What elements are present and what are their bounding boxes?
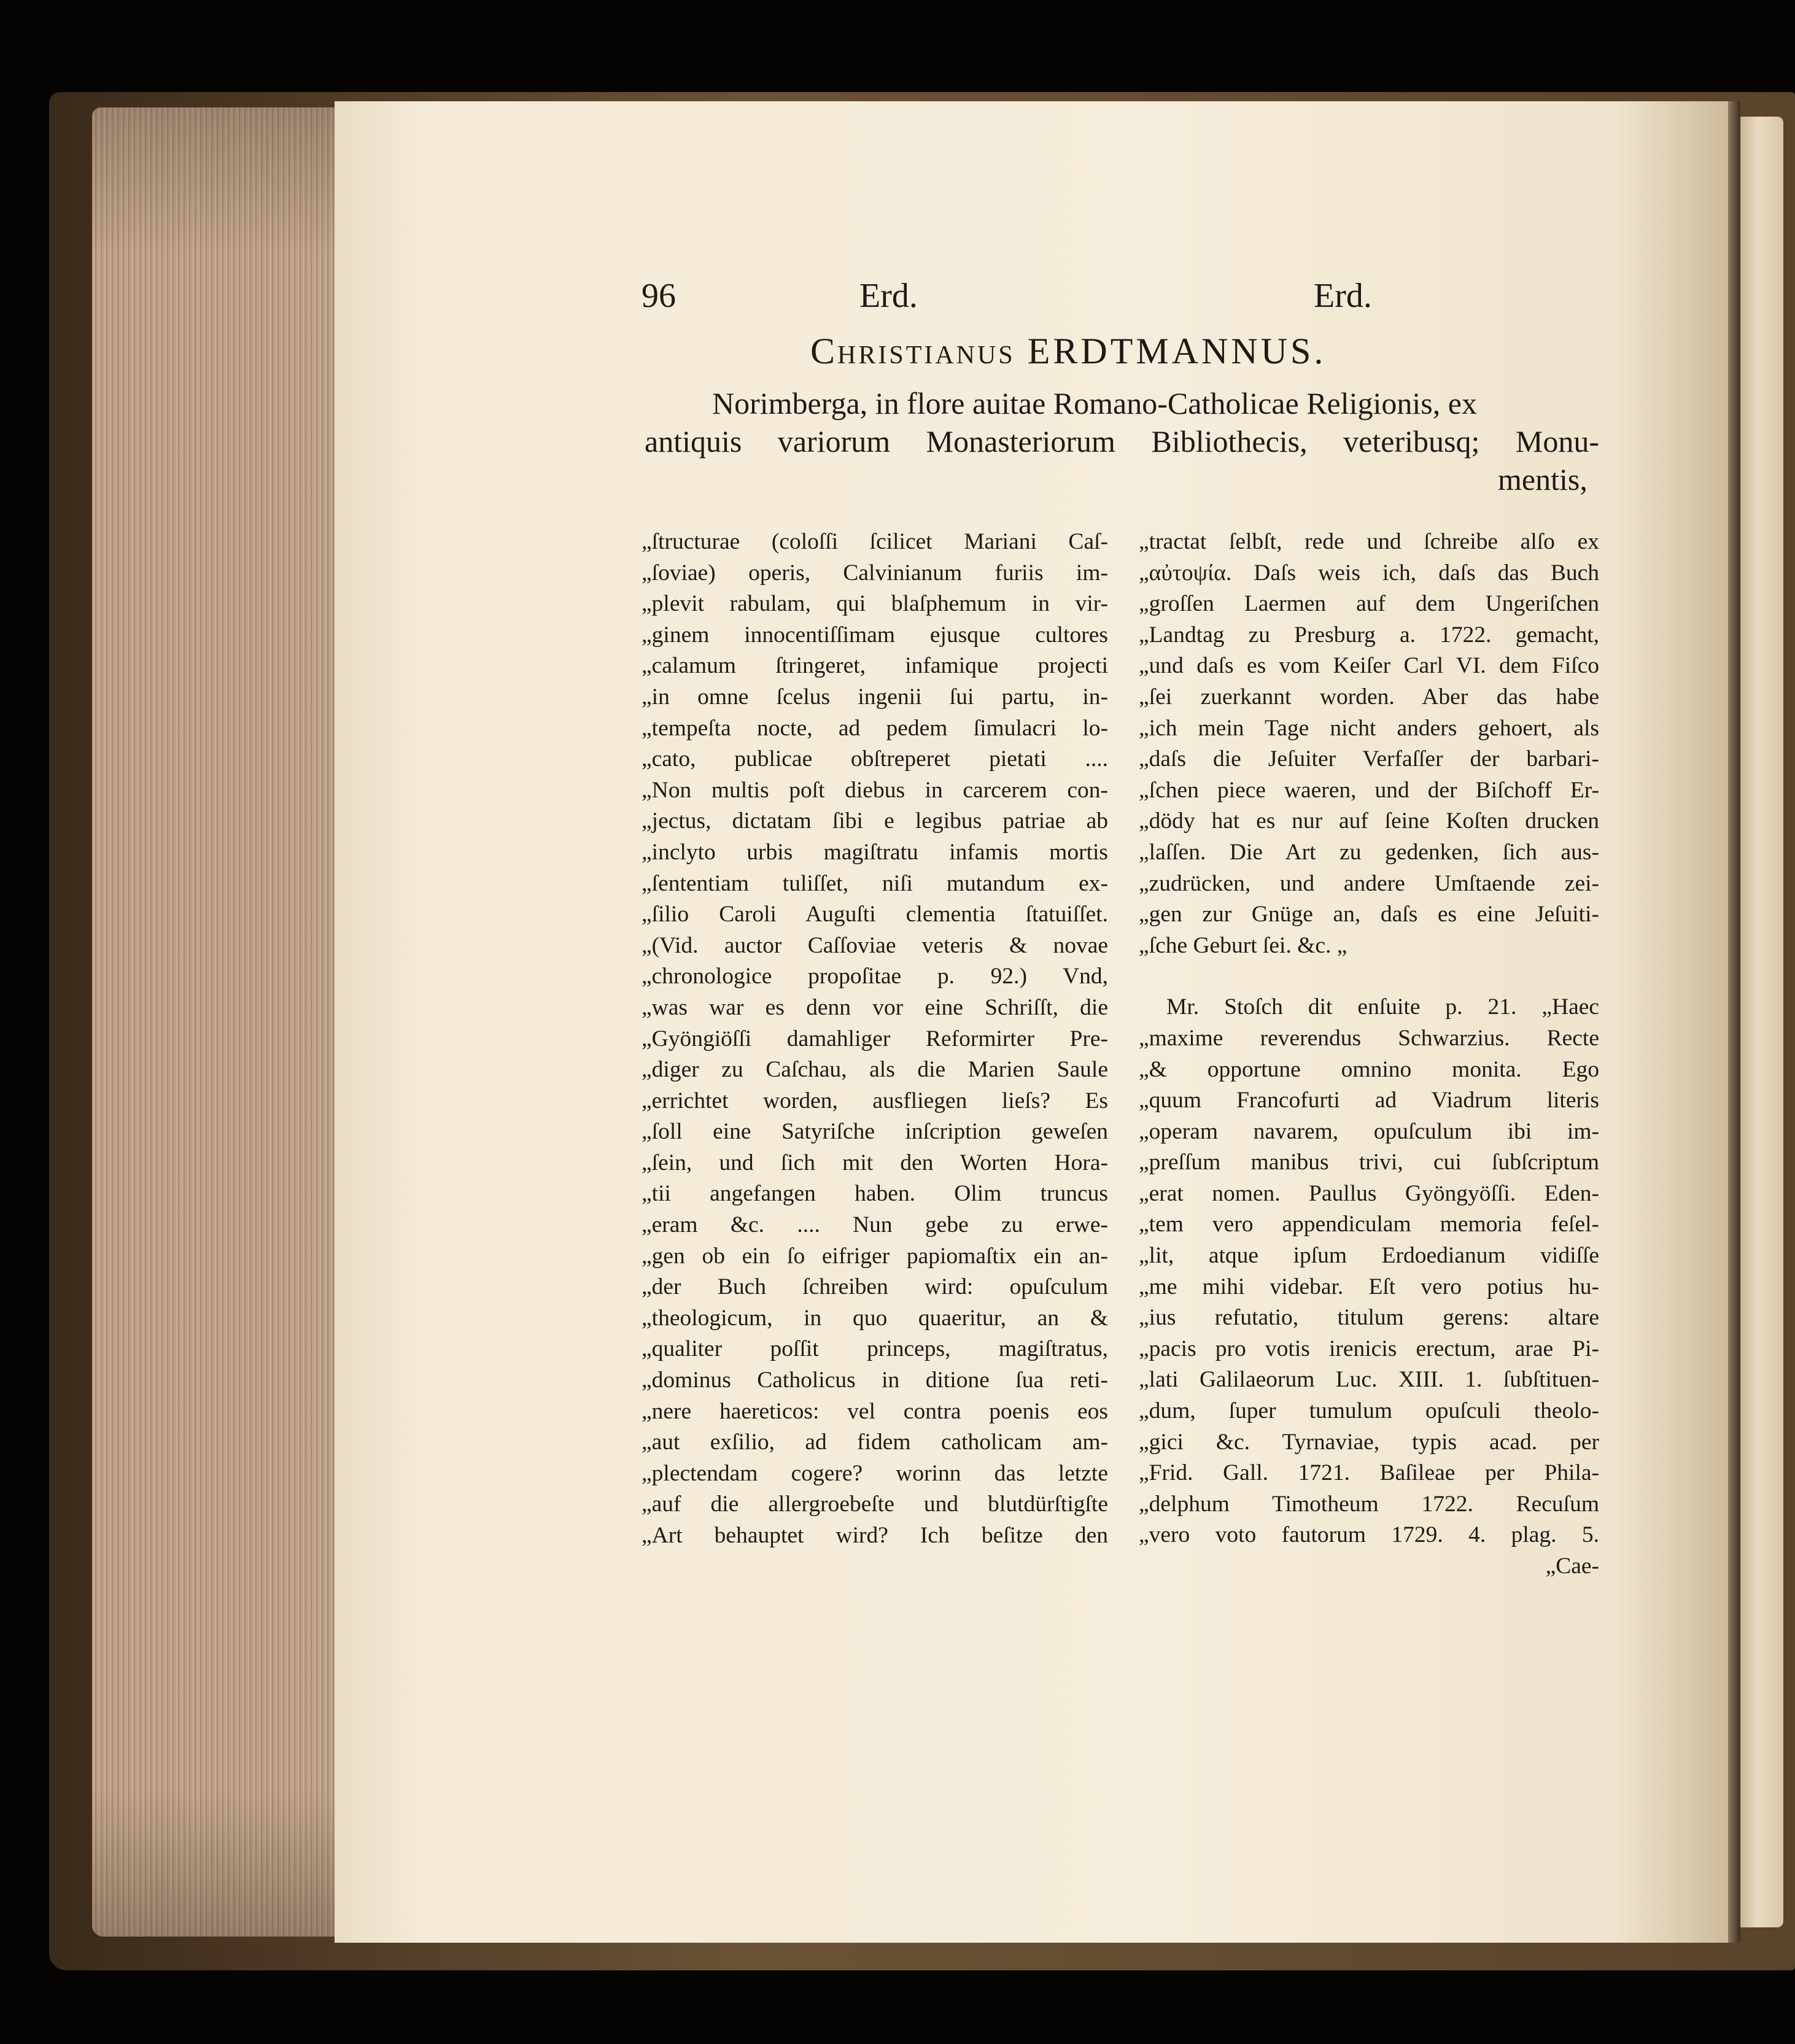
text-line: „tempeſta nocte, ad pedem ſimulacri lo-	[642, 715, 1108, 741]
text-line: „zudrücken, und andere Umſtaende zei-	[1139, 870, 1599, 896]
text-line: „ſche Geburt ſei. &c. „	[1139, 932, 1347, 958]
text-line: „nere haereticos: vel contra poenis eos	[642, 1398, 1108, 1424]
text-line: „aut exſilio, ad fidem catholicam am-	[642, 1430, 1108, 1455]
work-title-line-1: Norimberga, in flore auitae Romano-Catholicae Religionis, ex	[712, 386, 1477, 420]
text-line: „tractat ſelbſt, rede und ſchreibe alſo ex	[1139, 529, 1599, 554]
paragraph-gap	[1139, 961, 1599, 992]
text-line: „auf die allergroebeſte und blutdürſtigſte	[642, 1492, 1108, 1517]
text-line: „tem vero appendiculam memoria feſel-	[1139, 1212, 1599, 1237]
title-word: Bibliothecis,	[1151, 424, 1308, 459]
text-line: „und daſs es vom Keiſer Carl VI. dem Fiſco	[1139, 653, 1599, 679]
text-line: „& opportune omnino monita. Ego	[1139, 1056, 1599, 1082]
text-line: „ſein, und ſich mit den Worten Hora-	[642, 1150, 1108, 1175]
text-line: „gici &c. Tyrnaviae, typis acad. per	[1139, 1429, 1599, 1455]
title-word: variorum	[777, 424, 891, 459]
text-line: „Art behauptet wird? Ich beſitze den	[642, 1523, 1108, 1548]
text-line: „vero voto fautorum 1729. 4. plag. 5.	[1139, 1522, 1599, 1548]
text-line: „Landtag zu Presburg a. 1722. gemacht,	[1139, 622, 1599, 648]
title-word: Monu-	[1515, 424, 1599, 459]
left-column	[642, 527, 1108, 1552]
page-block-edge	[92, 107, 338, 1937]
text-line: „Frid. Gall. 1721. Baſileae per Phila-	[1139, 1460, 1599, 1486]
title-word: Monasteriorum	[926, 424, 1115, 459]
text-line: „jectus, dictatam ſibi e legibus patriae ab	[642, 808, 1108, 834]
title-word: veteribusq;	[1343, 424, 1480, 459]
text-line: „erat nomen. Paullus Gyöngyöſſi. Eden-	[1139, 1180, 1599, 1206]
text-line: „ſoviae) operis, Calvinianum furiis im-	[642, 560, 1108, 586]
text-line: „maxime reverendus Schwarzius. Recte	[1139, 1025, 1599, 1051]
work-title-line-3: mentis,	[1498, 462, 1588, 497]
text-line: Mr. Stoſch dit enſuite p. 21. „Haec	[1166, 994, 1599, 1020]
text-line: „laſſen. Die Art zu gedenken, ſich aus-	[1139, 839, 1599, 865]
text-line: „lit, atque ipſum Erdoedianum vidiſſe	[1139, 1243, 1599, 1269]
text-line: „αὐτοψία. Daſs weis ich, daſs das Buch	[1139, 560, 1599, 586]
text-line: „plectendam cogere? worinn das letzte	[642, 1460, 1108, 1486]
text-line: „ſchen piece waeren, und der Biſchoff Er-	[1139, 777, 1599, 803]
author-last-name: ERDTMANNUS.	[1027, 331, 1327, 371]
text-line: „lati Galilaeorum Luc. XIII. 1. ſubſtituen-	[1139, 1367, 1599, 1393]
text-line: „der Buch ſchreiben wird: opuſculum	[642, 1274, 1108, 1300]
text-line: „ginem innocentiſſimam ejusque cultores	[642, 622, 1108, 648]
running-head-right: Erd.	[1314, 277, 1372, 315]
text-line: „pacis pro votis irenicis erectum, arae Pi-	[1139, 1336, 1599, 1361]
text-line: „ſei zuerkannt worden. Aber das habe	[1139, 684, 1599, 710]
text-line: „calamum ſtringeret, infamique projecti	[642, 653, 1108, 679]
running-head-left: Erd.	[859, 277, 918, 315]
book-gutter	[1728, 101, 1740, 1943]
text-line: „groſſen Laermen auf dem Ungeriſchen	[1139, 591, 1599, 617]
text-line: „me mihi videbar. Eſt vero potius hu-	[1139, 1274, 1599, 1299]
text-line: „gen ob ein ſo eifriger papiomaſtix ein an-	[642, 1243, 1108, 1269]
text-line: „dödy hat es nur auf ſeine Koſten drucken	[1139, 808, 1599, 834]
text-line: „ſententiam tuliſſet, niſi mutandum ex-	[642, 870, 1108, 896]
author-first-name: Christianus	[810, 331, 1015, 371]
right-column-quote	[1139, 527, 1599, 961]
text-line: „theologicum, in quo quaeritur, an &	[642, 1305, 1108, 1331]
facing-page-edge	[1740, 117, 1783, 1927]
text-line: „chronologice propoſitae p. 92.) Vnd,	[642, 964, 1108, 989]
text-line: „(Vid. auctor Caſſoviae veteris & novae	[642, 932, 1108, 958]
text-line: „diger zu Caſchau, als die Marien Saule	[642, 1057, 1108, 1083]
right-column-paragraph	[1139, 992, 1599, 1582]
text-line: „daſs die Jeſuiter Verfaſſer der barbari-	[1139, 746, 1599, 772]
text-line: „qualiter poſſit princeps, magiſtratus,	[642, 1336, 1108, 1362]
text-line: „delphum Timotheum 1722. Recuſum	[1139, 1491, 1599, 1517]
text-line: „quum Francofurti ad Viadrum literis	[1139, 1088, 1599, 1113]
right-column	[1139, 527, 1599, 1582]
text-line: „ſoll eine Satyriſche inſcription geweſen	[642, 1119, 1108, 1145]
work-title-line-2	[645, 424, 1599, 459]
text-line: „preſſum manibus trivi, cui ſubſcriptum	[1139, 1150, 1599, 1175]
text-line: „ſilio Caroli Auguſti clementia ſtatuiſſet.	[642, 902, 1108, 927]
text-line: „dominus Catholicus in ditione ſua reti-	[642, 1368, 1108, 1393]
text-line: „Non multis poſt diebus in carcerem con-	[642, 777, 1108, 803]
text-line: „ſtructurae (coloſſi ſcilicet Mariani Caſ-	[642, 529, 1108, 554]
text-line: „Gyöngiöſſi damahliger Reformirter Pre-	[642, 1026, 1108, 1051]
text-line: „dum, ſuper tumulum opuſculi theolo-	[1139, 1398, 1599, 1424]
title-word: antiquis	[645, 424, 742, 459]
text-line: „inclyto urbis magiſtratu infamis mortis	[642, 839, 1108, 865]
text-line: „tii angefangen haben. Olim truncus	[642, 1181, 1108, 1207]
text-line: „eram &c. .... Nun gebe zu erwe-	[642, 1212, 1108, 1238]
text-line: „in omne ſcelus ingenii ſui partu, in-	[642, 684, 1108, 710]
text-line: „ius refutatio, titulum gerens: altare	[1139, 1305, 1599, 1331]
text-line: „errichtet worden, ausfliegen lieſs? Es	[642, 1088, 1108, 1113]
text-line: „cato, publicae obſtreperet pietati ....	[642, 746, 1108, 772]
text-line: „operam navarem, opuſculum ibi im-	[1139, 1118, 1599, 1144]
page-number: 96	[642, 277, 676, 315]
text-line: „plevit rabulam, qui blaſphemum in vir-	[642, 591, 1108, 617]
entry-heading	[810, 330, 1326, 373]
text-line: „was war es denn vor eine Schriſſt, die	[642, 994, 1108, 1020]
text-line: „gen zur Gnüge an, daſs es eine Jeſuiti-	[1139, 902, 1599, 927]
text-line: „ich mein Tage nicht anders gehoert, als	[1139, 715, 1599, 741]
text-line: „Cae-	[1545, 1554, 1599, 1579]
